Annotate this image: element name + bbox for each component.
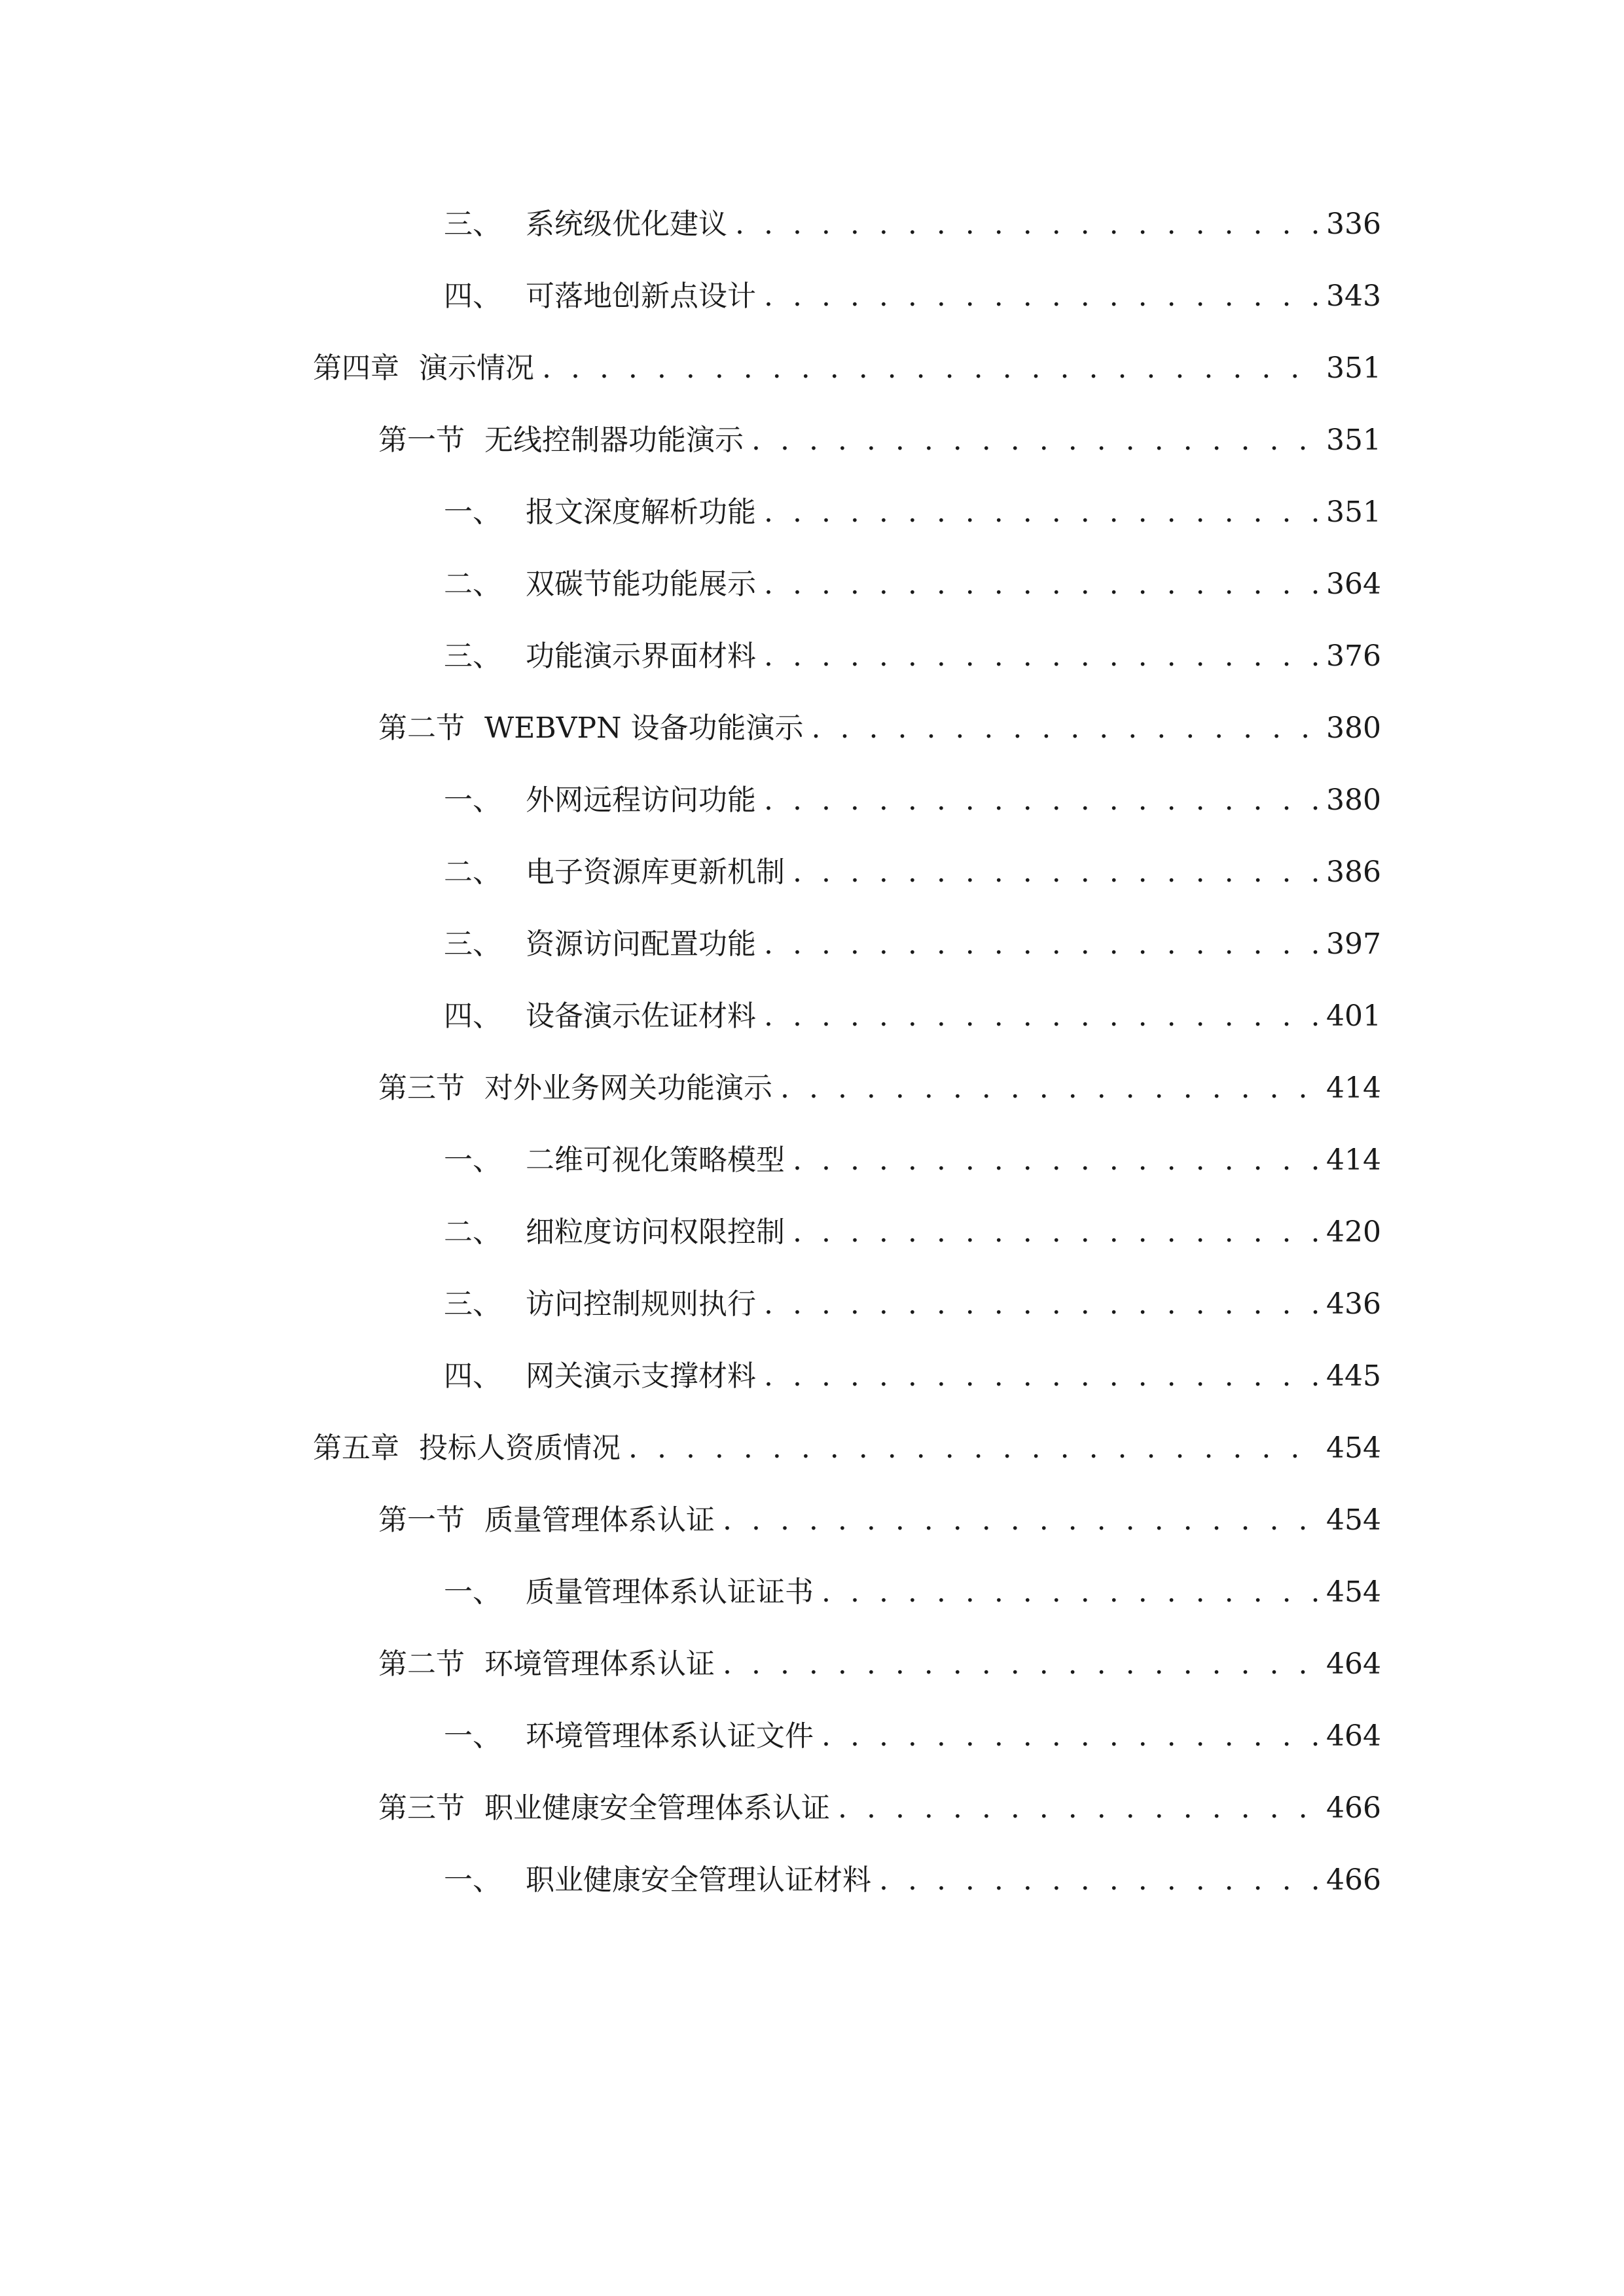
toc-entry-chapter[interactable] xyxy=(0,332,1624,404)
toc-entry-title: 访问控制规则执行 xyxy=(526,1287,756,1321)
toc-dot-leader xyxy=(821,1715,1318,1758)
toc-entry-title: 外网远程访问功能 xyxy=(526,783,756,817)
toc-dot-leader xyxy=(764,491,1318,534)
toc-dot-leader xyxy=(628,1427,1318,1470)
toc-entry-number: 三、 xyxy=(444,207,501,241)
toc-entry-page: 454 xyxy=(1326,1503,1381,1537)
toc-entry-title: 可落地创新点设计 xyxy=(526,279,756,313)
toc-entry-title: 职业健康安全管理认证材料 xyxy=(526,1863,871,1897)
toc-entry-page: 351 xyxy=(1326,351,1381,385)
toc-entry-page: 351 xyxy=(1326,423,1381,457)
toc-entry-title: 细粒度访问权限控制 xyxy=(526,1215,785,1249)
toc-entry-title: 演示情况 xyxy=(419,351,534,385)
toc-entry-number: 三、 xyxy=(444,1287,501,1321)
toc-dot-leader xyxy=(735,203,1318,246)
toc-entry-title: 职业健康安全管理体系认证 xyxy=(484,1791,830,1825)
table-of-contents xyxy=(0,188,1624,1916)
toc-entry-page: 386 xyxy=(1326,855,1381,889)
toc-entry-title: 无线控制器功能演示 xyxy=(484,423,744,457)
toc-entry[interactable] xyxy=(0,188,1624,260)
toc-entry-number: 一、 xyxy=(444,1863,501,1897)
toc-entry-page: 364 xyxy=(1326,567,1381,601)
toc-entry[interactable] xyxy=(0,620,1624,692)
toc-entry-page: 414 xyxy=(1326,1071,1381,1105)
toc-entry[interactable] xyxy=(0,1340,1624,1412)
toc-entry-title: WEBVPN 设备功能演示 xyxy=(484,711,804,745)
toc-entry[interactable] xyxy=(0,1124,1624,1196)
toc-entry-page: 436 xyxy=(1326,1287,1381,1321)
toc-entry-title: 质量管理体系认证 xyxy=(484,1503,715,1537)
toc-dot-leader xyxy=(751,419,1318,462)
toc-entry-title: 质量管理体系认证证书 xyxy=(526,1575,814,1609)
toc-entry-section[interactable] xyxy=(0,1772,1624,1844)
toc-entry-title: 功能演示界面材料 xyxy=(526,639,756,673)
toc-entry-number: 一、 xyxy=(444,1575,501,1609)
toc-dot-leader xyxy=(764,1283,1318,1326)
toc-dot-leader xyxy=(821,1571,1318,1614)
toc-entry-number: 第一节 xyxy=(378,1503,465,1537)
toc-entry-number: 第四章 xyxy=(313,351,399,385)
toc-dot-leader xyxy=(879,1859,1318,1902)
toc-dot-leader xyxy=(764,275,1318,318)
toc-entry-page: 464 xyxy=(1326,1647,1381,1681)
toc-entry-page: 343 xyxy=(1326,279,1381,313)
toc-entry-page: 401 xyxy=(1326,999,1381,1033)
toc-entry-number: 第五章 xyxy=(313,1431,399,1465)
toc-entry[interactable] xyxy=(0,260,1624,332)
toc-entry-chapter[interactable] xyxy=(0,1412,1624,1484)
toc-entry-number: 二、 xyxy=(444,1215,501,1249)
toc-entry-number: 三、 xyxy=(444,927,501,961)
toc-entry-number: 一、 xyxy=(444,783,501,817)
toc-dot-leader xyxy=(764,635,1318,678)
toc-entry-number: 四、 xyxy=(444,279,501,313)
toc-entry-page: 351 xyxy=(1326,495,1381,529)
toc-entry[interactable] xyxy=(0,476,1624,548)
toc-dot-leader xyxy=(542,347,1318,390)
toc-entry-number: 第三节 xyxy=(378,1071,465,1105)
toc-dot-leader xyxy=(764,779,1318,822)
toc-dot-leader xyxy=(764,995,1318,1038)
toc-entry-number: 第一节 xyxy=(378,423,465,457)
toc-entry[interactable] xyxy=(0,1268,1624,1340)
toc-entry-number: 二、 xyxy=(444,567,501,601)
toc-entry-title: 资源访问配置功能 xyxy=(526,927,756,961)
toc-entry-page: 466 xyxy=(1326,1863,1381,1897)
toc-dot-leader xyxy=(723,1643,1318,1686)
toc-entry-page: 380 xyxy=(1326,783,1381,817)
toc-entry-page: 466 xyxy=(1326,1791,1381,1825)
toc-entry-title: 二维可视化策略模型 xyxy=(526,1143,785,1177)
toc-entry[interactable] xyxy=(0,1196,1624,1268)
toc-dot-leader xyxy=(780,1067,1318,1110)
toc-entry-number: 第三节 xyxy=(378,1791,465,1825)
toc-entry-title: 系统级优化建议 xyxy=(526,207,727,241)
toc-entry-page: 414 xyxy=(1326,1143,1381,1177)
toc-entry[interactable] xyxy=(0,1844,1624,1916)
toc-dot-leader xyxy=(793,1139,1318,1182)
toc-entry-title: 网关演示支撑材料 xyxy=(526,1359,756,1393)
toc-entry-title: 环境管理体系认证 xyxy=(484,1647,715,1681)
toc-entry[interactable] xyxy=(0,836,1624,908)
toc-entry-title: 双碳节能功能展示 xyxy=(526,567,756,601)
toc-entry-page: 397 xyxy=(1326,927,1381,961)
toc-entry-title: 投标人资质情况 xyxy=(419,1431,621,1465)
toc-entry-number: 第二节 xyxy=(378,1647,465,1681)
toc-entry-number: 二、 xyxy=(444,855,501,889)
toc-dot-leader xyxy=(764,1355,1318,1398)
toc-dot-leader xyxy=(764,563,1318,606)
toc-dot-leader xyxy=(812,707,1318,750)
toc-entry-page: 420 xyxy=(1326,1215,1381,1249)
toc-entry-number: 一、 xyxy=(444,1143,501,1177)
toc-dot-leader xyxy=(723,1499,1318,1542)
toc-entry-page: 454 xyxy=(1326,1431,1381,1465)
toc-entry-title: 设备演示佐证材料 xyxy=(526,999,756,1033)
toc-entry-number: 三、 xyxy=(444,639,501,673)
toc-entry-page: 464 xyxy=(1326,1719,1381,1753)
toc-entry-number: 四、 xyxy=(444,1359,501,1393)
toc-dot-leader xyxy=(838,1787,1318,1830)
toc-entry-number: 一、 xyxy=(444,495,501,529)
toc-entry-number: 四、 xyxy=(444,999,501,1033)
toc-entry-title: 电子资源库更新机制 xyxy=(526,855,785,889)
toc-dot-leader xyxy=(764,923,1318,966)
toc-entry[interactable] xyxy=(0,908,1624,980)
toc-entry-section[interactable] xyxy=(0,1628,1624,1700)
toc-entry[interactable] xyxy=(0,1700,1624,1772)
toc-entry-page: 336 xyxy=(1326,207,1381,241)
toc-entry-page: 454 xyxy=(1326,1575,1381,1609)
toc-entry-page: 380 xyxy=(1326,711,1381,745)
toc-entry[interactable] xyxy=(0,548,1624,620)
toc-entry-page: 445 xyxy=(1326,1359,1381,1393)
toc-entry-section[interactable] xyxy=(0,692,1624,764)
toc-entry-section[interactable] xyxy=(0,1052,1624,1124)
toc-entry-number: 一、 xyxy=(444,1719,501,1753)
toc-entry[interactable] xyxy=(0,980,1624,1052)
toc-entry-title: 报文深度解析功能 xyxy=(526,495,756,529)
toc-entry[interactable] xyxy=(0,1556,1624,1628)
toc-entry-title: 环境管理体系认证文件 xyxy=(526,1719,814,1753)
toc-entry-title: 对外业务网关功能演示 xyxy=(484,1071,772,1105)
toc-dot-leader xyxy=(793,851,1318,894)
toc-entry[interactable] xyxy=(0,764,1624,836)
toc-entry-page: 376 xyxy=(1326,639,1381,673)
toc-entry-section[interactable] xyxy=(0,404,1624,476)
toc-entry-number: 第二节 xyxy=(378,711,465,745)
toc-dot-leader xyxy=(793,1211,1318,1254)
toc-entry-section[interactable] xyxy=(0,1484,1624,1556)
